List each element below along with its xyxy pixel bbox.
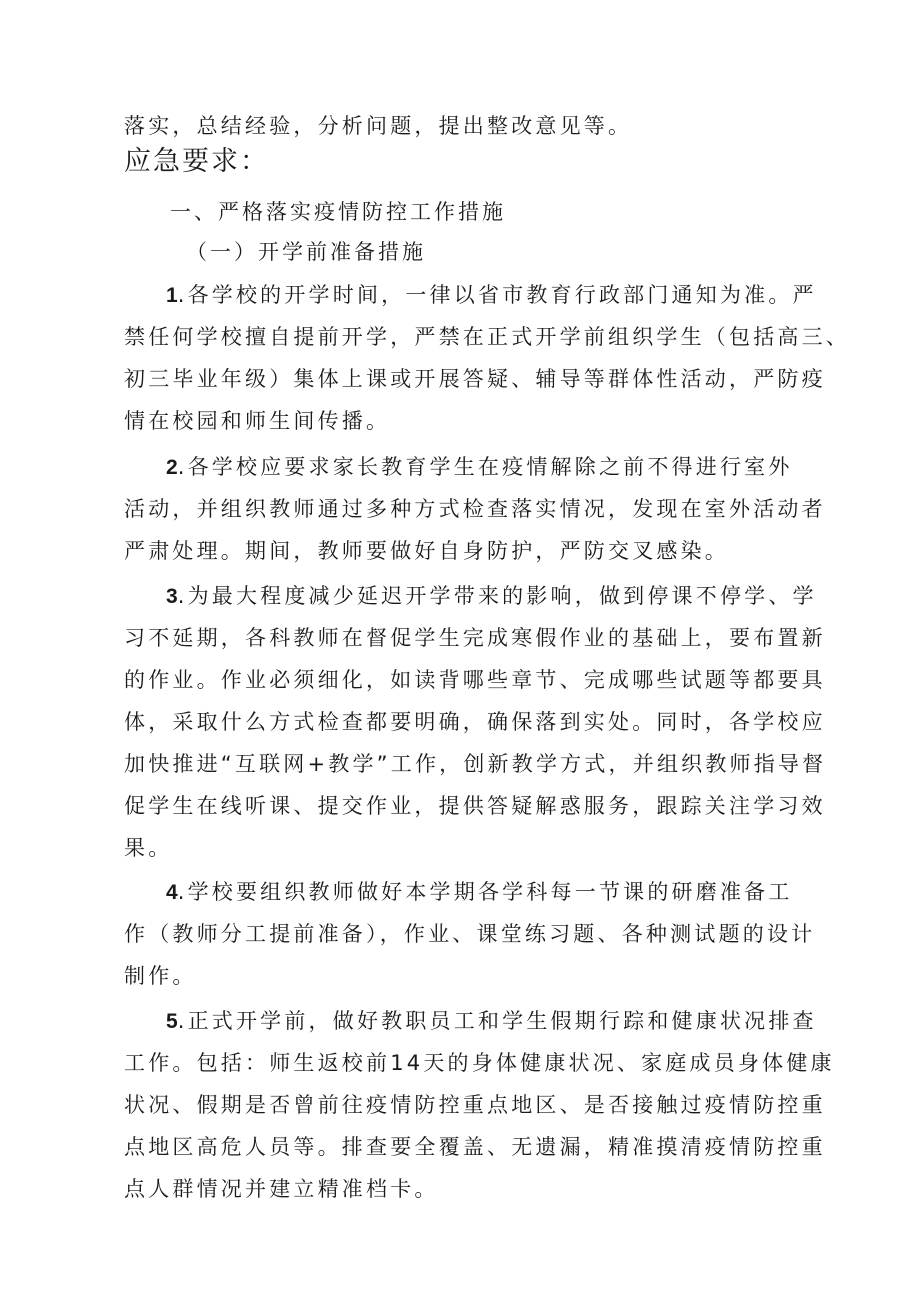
item-3-line-7: 果。 (124, 836, 173, 860)
subsection-title: （一）开学前准备措施 (186, 240, 426, 264)
item-4-line-1: 4.学校要组织教师做好本学期各学科每一节课的研磨准备工 (166, 880, 793, 904)
item-1-line-2: 禁任何学校擅自提前开学，严禁在正式开学前组织学生（包括高三、 (124, 325, 850, 349)
item-2-line-2: 活动，并组织教师通过多种方式检查落实情况，发现在室外活动者 (124, 497, 826, 521)
item-3-number: 3 (166, 585, 178, 608)
item-3-line-5: 加快推进“互联网+教学”工作，创新教学方式，并组织教师指导督 (124, 752, 827, 776)
item-5-line-3: 状况、假期是否曾前往疫情防控重点地区、是否接触过疫情防控重 (124, 1093, 826, 1117)
intro-line: 落实，总结经验，分析问题，提出整改意见等。 (124, 114, 633, 138)
item-3-line-2: 习不延期，各科教师在督促学生完成寒假作业的基础上，要布置新 (124, 626, 826, 650)
item-2-line-3: 严肃处理。期间，教师要做好自身防护，严防交叉感染。 (124, 539, 729, 563)
heading-emergency-requirements: 应急要求： (124, 146, 269, 177)
item-4-line-2: 作（教师分工提前准备），作业、课堂练习题、各种测试题的设计 (124, 922, 816, 946)
item-3-line-6: 促学生在线听课、提交作业，提供答疑解惑服务，跟踪关注学习效 (124, 794, 826, 818)
item-3-line-1: 3.为最大程度减少延迟开学带来的影响，做到停课不停学、学 (166, 584, 817, 608)
item-4-number: 4 (166, 881, 178, 904)
item-2-line-1: 2.各学校应要求家长教育学生在疫情解除之前不得进行室外 (166, 455, 793, 479)
item-5-line-4: 点地区高危人员等。排查要全覆盖、无遗漏，精准摸清疫情防控重 (124, 1135, 826, 1159)
item-2-number: 2 (166, 456, 178, 479)
item-1-line-3: 初三毕业年级）集体上课或开展答疑、辅导等群体性活动，严防疫 (124, 367, 826, 391)
item-1-line-4: 情在校园和师生间传播。 (124, 409, 391, 433)
item-4-line-3: 制作。 (124, 964, 197, 988)
item-5-line-1: 5.正式开学前，做好教职员工和学生假期行踪和健康状况排查 (166, 1009, 817, 1033)
item-5-line-5: 点人群情况并建立精准档卡。 (124, 1177, 439, 1201)
section-title: 一、严格落实疫情防控工作措施 (170, 200, 506, 224)
item-5-number: 5 (166, 1010, 178, 1033)
item-5-line-2: 工作。包括：师生返校前14天的身体健康状况、家庭成员身体健康 (124, 1051, 835, 1075)
item-1-number: 1 (166, 284, 178, 307)
item-3-line-4: 体，采取什么方式检查都要明确，确保落到实处。同时，各学校应 (124, 710, 826, 734)
item-3-line-3: 的作业。作业必须细化，如读背哪些章节、完成哪些试题等都要具 (124, 668, 826, 692)
item-1-line-1: 1.各学校的开学时间，一律以省市教育行政部门通知为准。严 (166, 283, 817, 307)
